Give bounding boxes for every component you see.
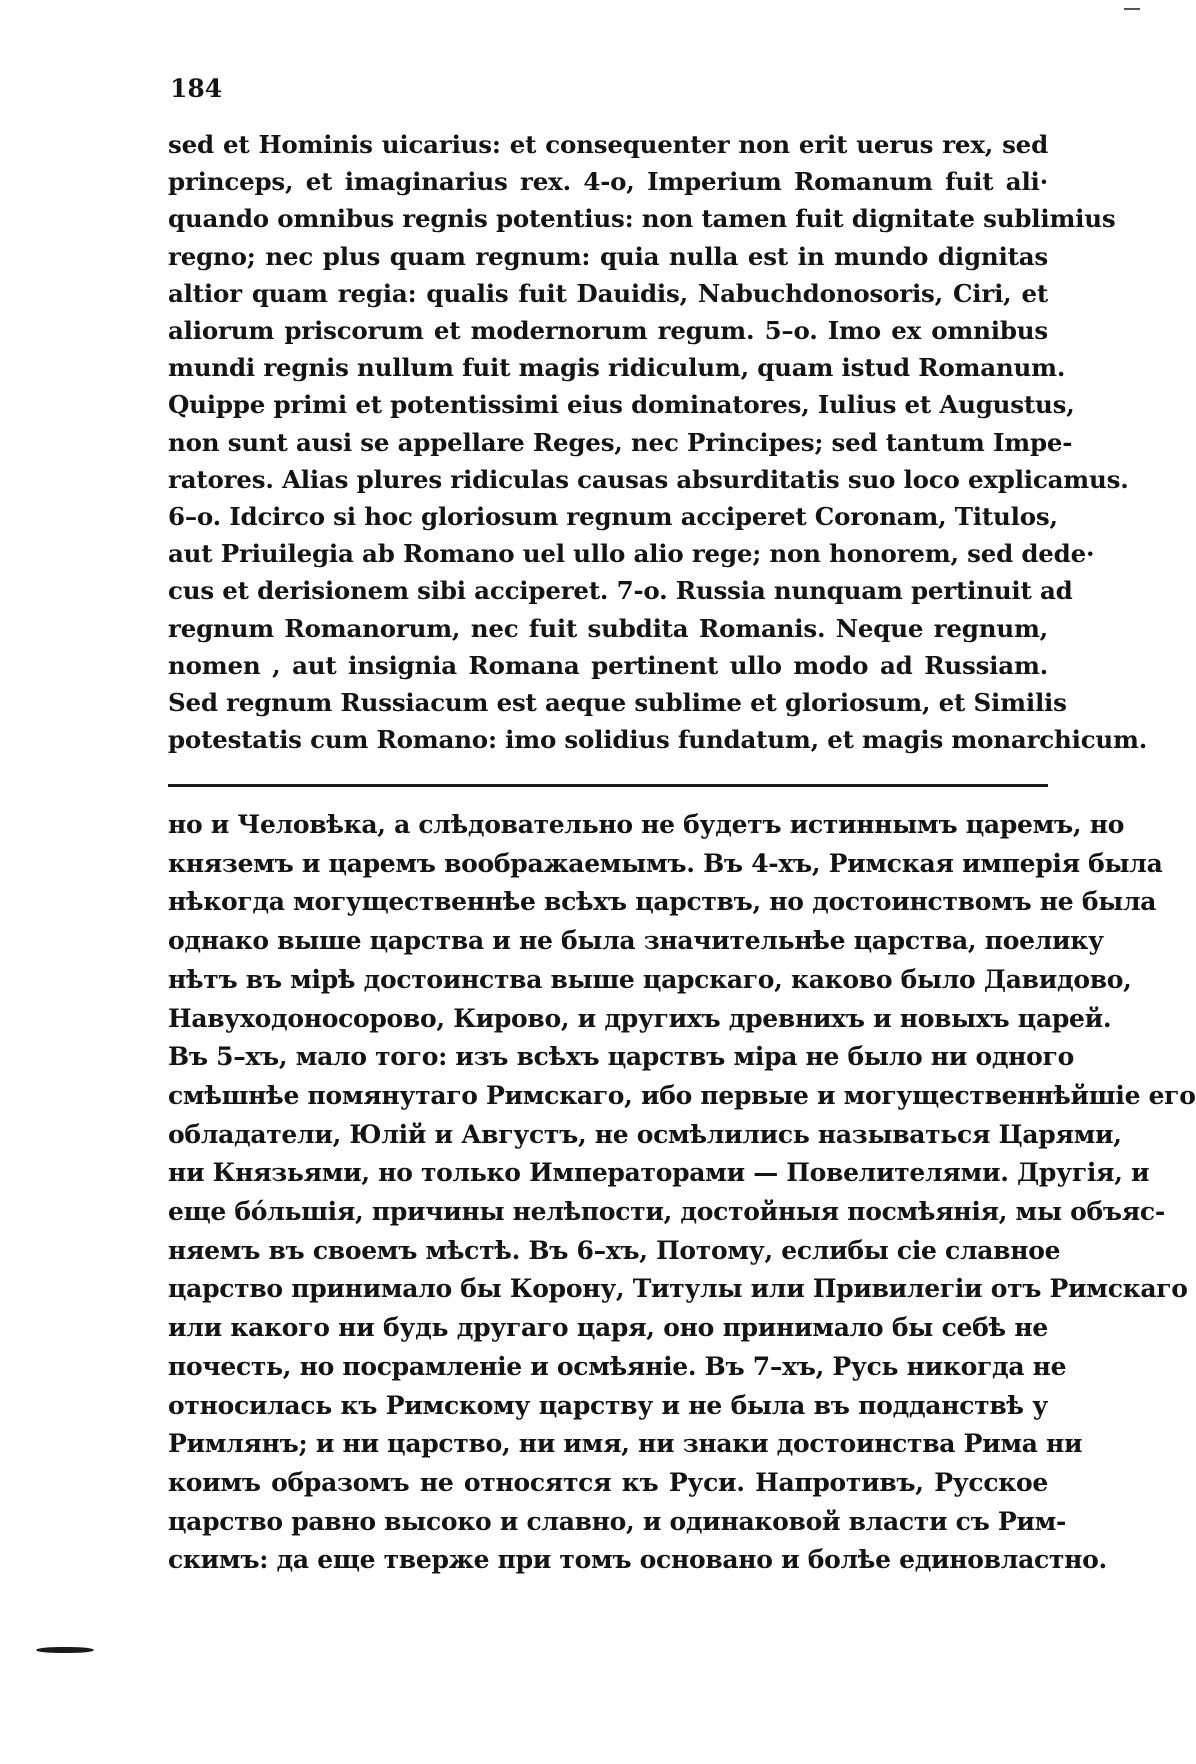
page-number: 184 bbox=[170, 74, 223, 103]
russian-line: няемъ въ своемъ мѣстѣ. Въ 6–хъ, Потому, еслибы сіе славное bbox=[168, 1235, 1061, 1265]
latin-line: altior quam regia: qualis fuit Dauidis, Nabuchdonosoris, Ciri, et bbox=[168, 278, 1048, 308]
russian-line: обладатели, Юлій и Августъ, не осмѣлились называться Царями, bbox=[168, 1119, 1122, 1149]
latin-line: potestatis cum Romano: imo solidius fundatum, et magis monarchicum. bbox=[168, 725, 1148, 755]
russian-line: смѣшнѣе помянутаго Римскаго, ибо первые и могущественнѣйшіе его bbox=[168, 1080, 1196, 1110]
latin-line: nomen , aut insignia Romana pertinent ullo modo ad Russiam. bbox=[168, 650, 1048, 680]
russian-line: коимъ образомъ не относятся къ Руси. Напротивъ, Русское bbox=[168, 1467, 1048, 1497]
latin-line: Quippe primi et potentissimi eius dominatores, Iulius et Augustus, bbox=[168, 390, 1075, 420]
latin-line: non sunt ausi se appellare Reges, nec Principes; sed tantum Impe- bbox=[168, 427, 1073, 457]
latin-line: sed et Hominis uicarius: et consequenter non erit uerus rex, sed bbox=[168, 130, 1048, 159]
latin-line: Sed regnum Russiacum est aeque sublime et gloriosum, et Similis bbox=[168, 688, 1067, 718]
russian-line: однако выше царства и не была значительнѣе царства, поелику bbox=[168, 926, 1104, 956]
russian-line: царство принимало бы Корону, Титулы или Привилегіи отъ Римскаго bbox=[168, 1274, 1188, 1304]
russian-line: или какого ни будь другаго царя, оно принимало бы себѣ не bbox=[168, 1313, 1048, 1343]
russian-line: Въ 5–хъ, мало того: изъ всѣхъ царствъ міра не было ни одного bbox=[168, 1042, 1074, 1072]
russian-line: Навуходоносорово, Кирово, и другихъ древнихъ и новыхъ царей. bbox=[168, 1003, 1112, 1033]
russian-line: относилась къ Римскому царству и не была въ подданствѣ у bbox=[168, 1390, 1048, 1420]
russian-line: еще бо́льшія, причины нелѣпости, достойныя посмѣянія, мы объяс- bbox=[168, 1197, 1165, 1227]
latin-line: princeps, et imaginarius rex. 4-o, Imperium Romanum fuit ali· bbox=[168, 167, 1048, 197]
russian-line: почесть, но посрамленіе и осмѣяніе. Въ 7–хъ, Русь никогда не bbox=[168, 1351, 1067, 1381]
latin-line: quando omnibus regnis potentius: non tamen fuit dignitate sublimius bbox=[168, 204, 1116, 234]
russian-line: нѣкогда могущественнѣе всѣхъ царствъ, но достоинствомъ не была bbox=[168, 887, 1157, 917]
russian-line: но и Человѣка, а слѣдовательно не будетъ истиннымъ царемъ, но bbox=[168, 810, 1125, 839]
latin-line: aliorum priscorum et modernorum regum. 5–o. Imo ex omnibus bbox=[168, 316, 1048, 346]
latin-line: 6–o. Idcirco si hoc gloriosum regnum acciperet Coronam, Titulos, bbox=[168, 502, 1058, 532]
russian-line: княземъ и царемъ воображаемымъ. Въ 4-хъ, Римская имперія была bbox=[168, 848, 1163, 878]
russian-line: ни Князьями, но только Императорами — Повелителями. Другія, и bbox=[168, 1158, 1150, 1188]
latin-line: regno; nec plus quam regnum: quia nulla est in mundo dignitas bbox=[168, 241, 1048, 271]
russian-line: нѣтъ въ мірѣ достоинства выше царскаго, каково было Давидово, bbox=[168, 964, 1132, 994]
russian-line: царство равно высоко и славно, и одинаковой власти съ Рим- bbox=[168, 1506, 1067, 1536]
latin-text-block bbox=[168, 126, 1148, 758]
latin-line: ratores. Alias plures ridiculas causas absurditatis suo loco explicamus. bbox=[168, 464, 1129, 494]
russian-line: Римлянъ; и ни царство, ни имя, ни знаки достоинства Рима ни bbox=[168, 1429, 1083, 1459]
latin-line: regnum Romanorum, nec fuit subdita Romanis. Neque regnum, bbox=[168, 613, 1048, 643]
scan-edge-mark bbox=[1124, 8, 1140, 10]
section-divider bbox=[168, 784, 1048, 787]
russian-text-block bbox=[168, 806, 1196, 1580]
russian-line: скимъ: да еще тверже при томъ основано и болѣе единовластно. bbox=[168, 1545, 1107, 1575]
latin-line: cus et derisionem sibi acciperet. 7-o. Russia nunquam pertinuit ad bbox=[168, 576, 1073, 606]
latin-line: mundi regnis nullum fuit magis ridiculum, quam istud Romanum. bbox=[168, 353, 1066, 383]
scan-smudge-mark bbox=[36, 1647, 94, 1653]
latin-line: aut Priuilegia ab Romano uel ullo alio rege; non honorem, sed dede· bbox=[168, 539, 1095, 569]
